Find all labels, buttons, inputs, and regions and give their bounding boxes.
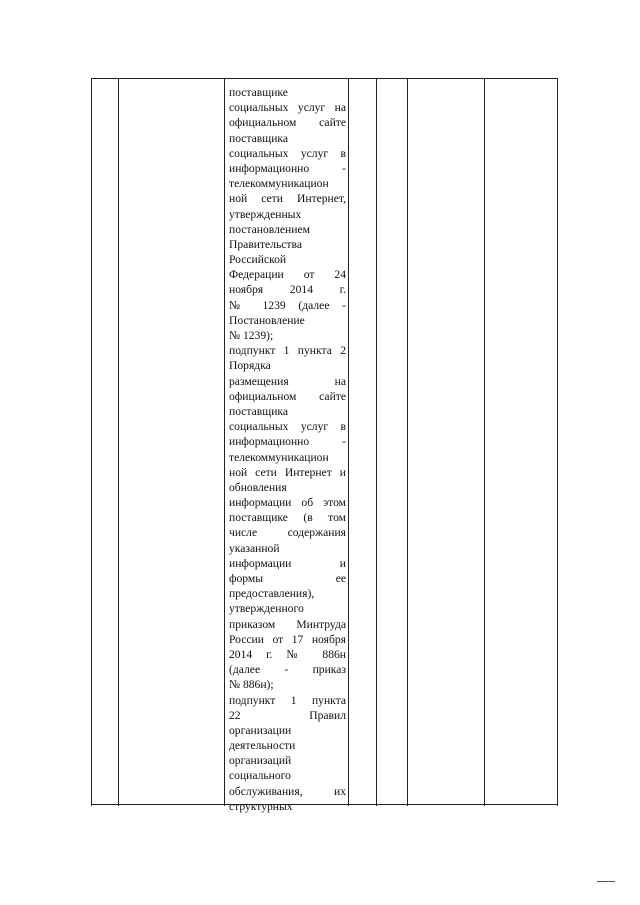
text-line: информационно - [229,435,346,449]
table-column-divider [118,78,119,806]
text-line: утвержденного [229,602,304,616]
text-line: информации об этом [229,496,346,510]
text-line: (далее - приказ [229,663,346,677]
text-line: размещения на [229,374,346,388]
text-line: телекоммуникацион [229,450,329,464]
text-line: № 1239); [229,329,274,342]
text-line: социальных услуг в [229,146,346,160]
table-column-divider [348,78,349,806]
text-line: телекоммуникацион [229,177,329,191]
text-line: деятельности [229,739,296,753]
text-line: информационно - [229,161,346,175]
text-line: приказом Минтруда [229,617,346,631]
text-line: № 886н); [229,678,274,692]
text-line: обслуживания, их [229,784,346,798]
text-line: ной сети Интернет, [229,192,346,206]
text-line: официальном сайте [229,389,346,403]
text-line: № 1239 (далее - [229,298,346,312]
table-column-divider [407,78,408,806]
text-line: постановлением [229,222,310,236]
text-line: поставщика [229,404,288,418]
text-line: числе содержания [229,526,346,540]
text-line: указанной [229,541,280,555]
text-line: официальном сайте [229,116,346,130]
table-column-divider [484,78,485,806]
text-line: структурных [229,799,293,813]
text-line: социальных услуг в [229,420,346,434]
text-line: Постановление [229,313,305,327]
table-top-border [91,78,558,79]
text-line: формы ее [229,572,346,585]
text-line: предоставления), [229,587,315,601]
text-line: подпункт 1 пункта [229,693,346,707]
text-line: 2014 г. № 886н [229,647,346,661]
text-line: Российской [229,253,287,267]
text-line: организаций [229,754,292,768]
text-line: поставщике (в том [229,511,346,525]
text-line: 22 Правил [229,708,346,722]
text-line: России от 17 ноября [229,632,346,646]
page-edge-mark [597,881,615,882]
text-line: ноября 2014 г. [229,283,346,297]
text-line: утвержденных [229,207,302,221]
document-table [91,78,558,813]
text-line: поставщике [229,86,288,99]
text-line: социальных услуг на [229,101,346,115]
text-line: обновления [229,480,287,494]
text-line: подпункт 1 пункта 2 [229,344,346,358]
text-line: организации [229,723,292,737]
text-line: ной сети Интернет и [229,465,346,479]
table-column-divider [91,78,92,806]
text-line: информации и [229,556,346,570]
table-column-divider [376,78,377,806]
legal-reference-cell [229,85,346,814]
table-column-divider [224,78,225,806]
text-line: Порядка [229,359,271,373]
text-line: поставщика [229,131,288,145]
text-line: Правительства [229,237,302,251]
table-column-divider [557,78,558,806]
text-line: социального [229,769,291,783]
text-line: Федерации от 24 [229,268,346,282]
